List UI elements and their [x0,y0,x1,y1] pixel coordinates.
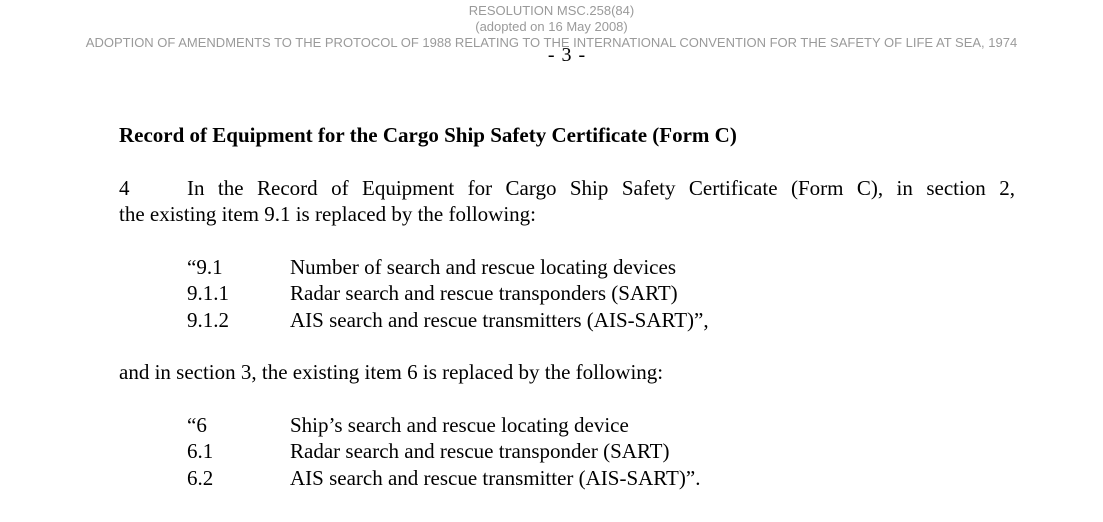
item-code: 6.1 [187,439,214,463]
paragraph-line-2: the existing item 9.1 is replaced by the following: [119,202,536,226]
header-subject: ADOPTION OF AMENDMENTS TO THE PROTOCOL OF 1988 RELATING TO THE INTERNATIONAL CONVENTION FOR THE SAFETY OF LIFE AT SEA, 1974 [85,35,1018,50]
header-resolution: RESOLUTION MSC.258(84) [468,3,635,18]
paragraph-number: 4 [119,176,130,200]
item-text: Radar search and rescue transponders (SART) [290,281,678,305]
item-text: AIS search and rescue transmitter (AIS-SART)”. [290,466,701,490]
item-text: Ship’s search and rescue locating device [290,413,629,437]
item-text: Radar search and rescue transponder (SART) [290,439,670,463]
item-code: “9.1 [187,255,223,279]
item-text: AIS search and rescue transmitters (AIS-SART)”, [290,308,709,332]
header-adopted-date: (adopted on 16 May 2008) [475,19,628,34]
item-code: 9.1.1 [187,281,229,305]
paragraph-line-1: In the Record of Equipment for Cargo Ship Safety Certificate (Form C), in section 2, [187,176,1015,200]
page-number: - 3 - [547,44,587,66]
section-title: Record of Equipment for the Cargo Ship Safety Certificate (Form C) [119,123,737,147]
middle-paragraph: and in section 3, the existing item 6 is replaced by the following: [119,360,664,384]
item-text: Number of search and rescue locating devices [290,255,676,279]
item-code: 6.2 [187,466,214,490]
item-code: 9.1.2 [187,308,229,332]
item-code: “6 [187,413,207,437]
